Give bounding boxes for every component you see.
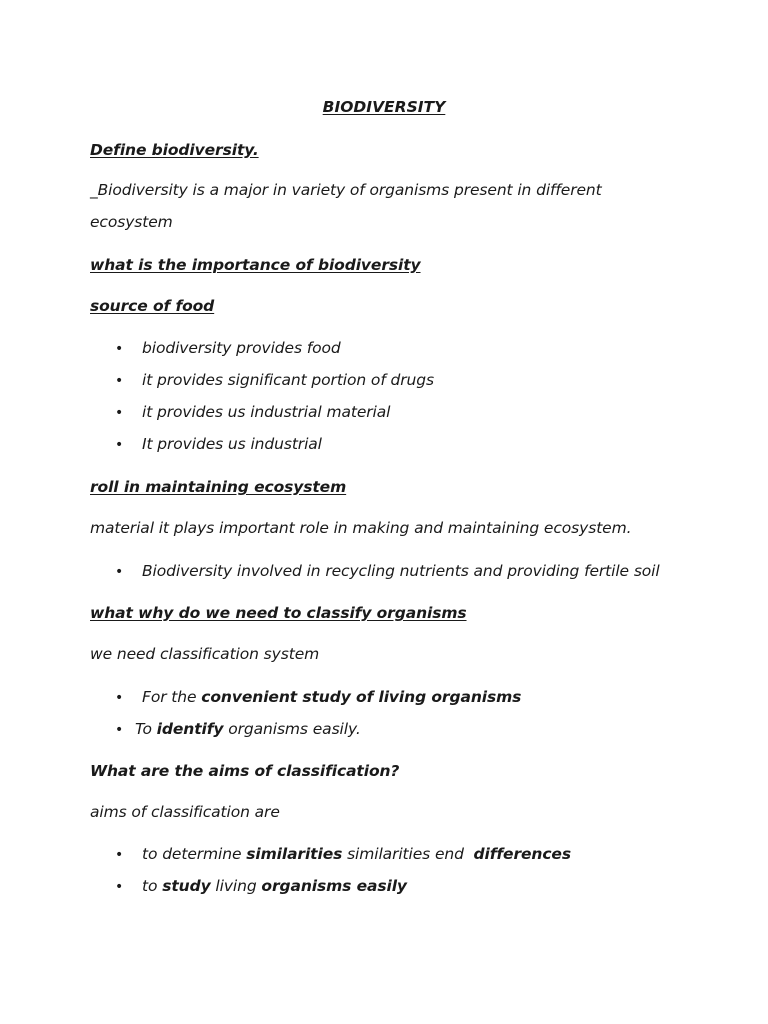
bullet-marker: • — [115, 437, 124, 453]
bullet-marker: • — [115, 405, 124, 421]
answer-line-1: _Biodiversity is a major in variety of organisms present in different — [90, 181, 602, 199]
text-run: For the — [142, 688, 202, 706]
list-item-classify-2 — [135, 720, 361, 738]
bullet-marker: • — [115, 847, 124, 863]
subheading-ecosystem-role: roll in maintaining ecosystem — [90, 478, 347, 496]
question-why-classify: what why do we need to classify organisms — [90, 604, 467, 622]
list-item-food-4: It provides us industrial — [142, 435, 322, 453]
bullet-marker: • — [115, 722, 124, 738]
answer-line-2: ecosystem — [90, 213, 173, 231]
need-line: we need classification system — [90, 645, 320, 663]
question-define-biodiversity: Define biodiversity. — [90, 141, 259, 159]
bold-text-run: study — [162, 877, 211, 895]
list-item-aims-2 — [142, 877, 407, 895]
text-run: living — [210, 877, 262, 895]
bold-text-run: identify — [156, 720, 224, 738]
subheading-source-of-food: source of food — [90, 297, 215, 315]
bullet-marker: • — [115, 690, 124, 706]
bold-text-run: similarities — [246, 845, 343, 863]
bullet-marker: • — [115, 373, 124, 389]
list-item-food-3: it provides us industrial material — [142, 403, 391, 421]
bold-text-run: organisms easily — [261, 877, 407, 895]
list-item-food-1: biodiversity provides food — [142, 339, 341, 357]
aims-line: aims of classification are — [90, 803, 280, 821]
bold-text-run: differences — [473, 845, 571, 863]
text-run: to — [142, 877, 163, 895]
text-run: To — [135, 720, 157, 738]
material-line: material it plays important role in making and maintaining ecosystem. — [90, 519, 632, 537]
bold-text-run: convenient study of living organisms — [201, 688, 522, 706]
page-title: BIODIVERSITY — [322, 98, 446, 116]
text-run: to determine — [142, 845, 247, 863]
question-aims: What are the aims of classification? — [90, 762, 400, 780]
bullet-marker: • — [115, 879, 124, 895]
list-item-aims-1 — [142, 845, 571, 863]
bullet-marker: • — [115, 341, 124, 357]
question-importance: what is the importance of biodiversity — [90, 256, 421, 274]
list-item-classify-1 — [142, 688, 521, 706]
list-item-ecosystem: Biodiversity involved in recycling nutrients and providing fertile soil — [142, 562, 660, 580]
bullet-marker: • — [115, 564, 124, 580]
list-item-food-2: it provides significant portion of drugs — [142, 371, 434, 389]
text-run: organisms easily. — [223, 720, 361, 738]
text-run: similarities end — [342, 845, 474, 863]
